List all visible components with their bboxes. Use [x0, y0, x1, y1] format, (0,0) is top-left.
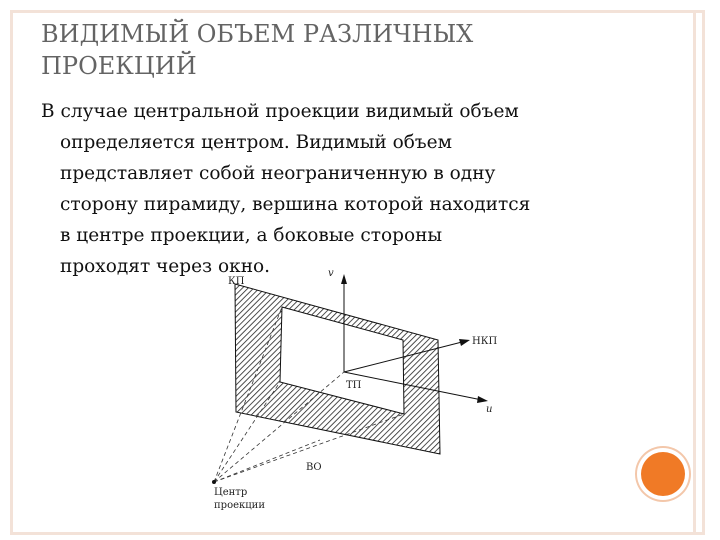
- slide-title: [41, 18, 641, 82]
- label-kp: КП: [228, 276, 245, 287]
- paragraph-line-4: сторону пирамиду, вершина которой находится: [60, 194, 531, 215]
- projection-diagram: [200, 262, 520, 517]
- label-vo: ВО: [306, 462, 322, 473]
- paragraph-line-6: проходят через окно.: [60, 256, 271, 277]
- title-line-2: ПРОЕКЦИЙ: [41, 52, 197, 80]
- u-axis-arrow: [477, 396, 488, 403]
- label-nkp: НКП: [472, 336, 498, 347]
- center-of-projection: [212, 480, 216, 484]
- label-center-line-2: проекции: [214, 500, 266, 511]
- paragraph-line-1: В случае центральной проекции видимый объем: [41, 101, 519, 122]
- paragraph-line-3: представляет собой неограниченную в одну: [60, 163, 496, 184]
- label-center-line-1: Центр: [214, 487, 248, 498]
- v-axis-arrow: [341, 274, 347, 284]
- label-window-ref: ТП: [346, 380, 362, 391]
- slide-frame-rule: [693, 10, 696, 535]
- label-u-axis: u: [486, 404, 493, 415]
- paragraph-line-2: определяется центром. Видимый объем: [60, 132, 453, 153]
- slide-paragraph: [41, 96, 631, 282]
- label-v-axis: v: [328, 268, 334, 279]
- title-line-1: ВИДИМЫЙ ОБЪЕМ РАЗЛИЧНЫХ: [41, 20, 474, 48]
- paragraph-line-5: в центре проекции, а боковые стороны: [60, 225, 443, 246]
- nkp-axis-arrow: [459, 339, 470, 346]
- accent-circle: [641, 452, 685, 496]
